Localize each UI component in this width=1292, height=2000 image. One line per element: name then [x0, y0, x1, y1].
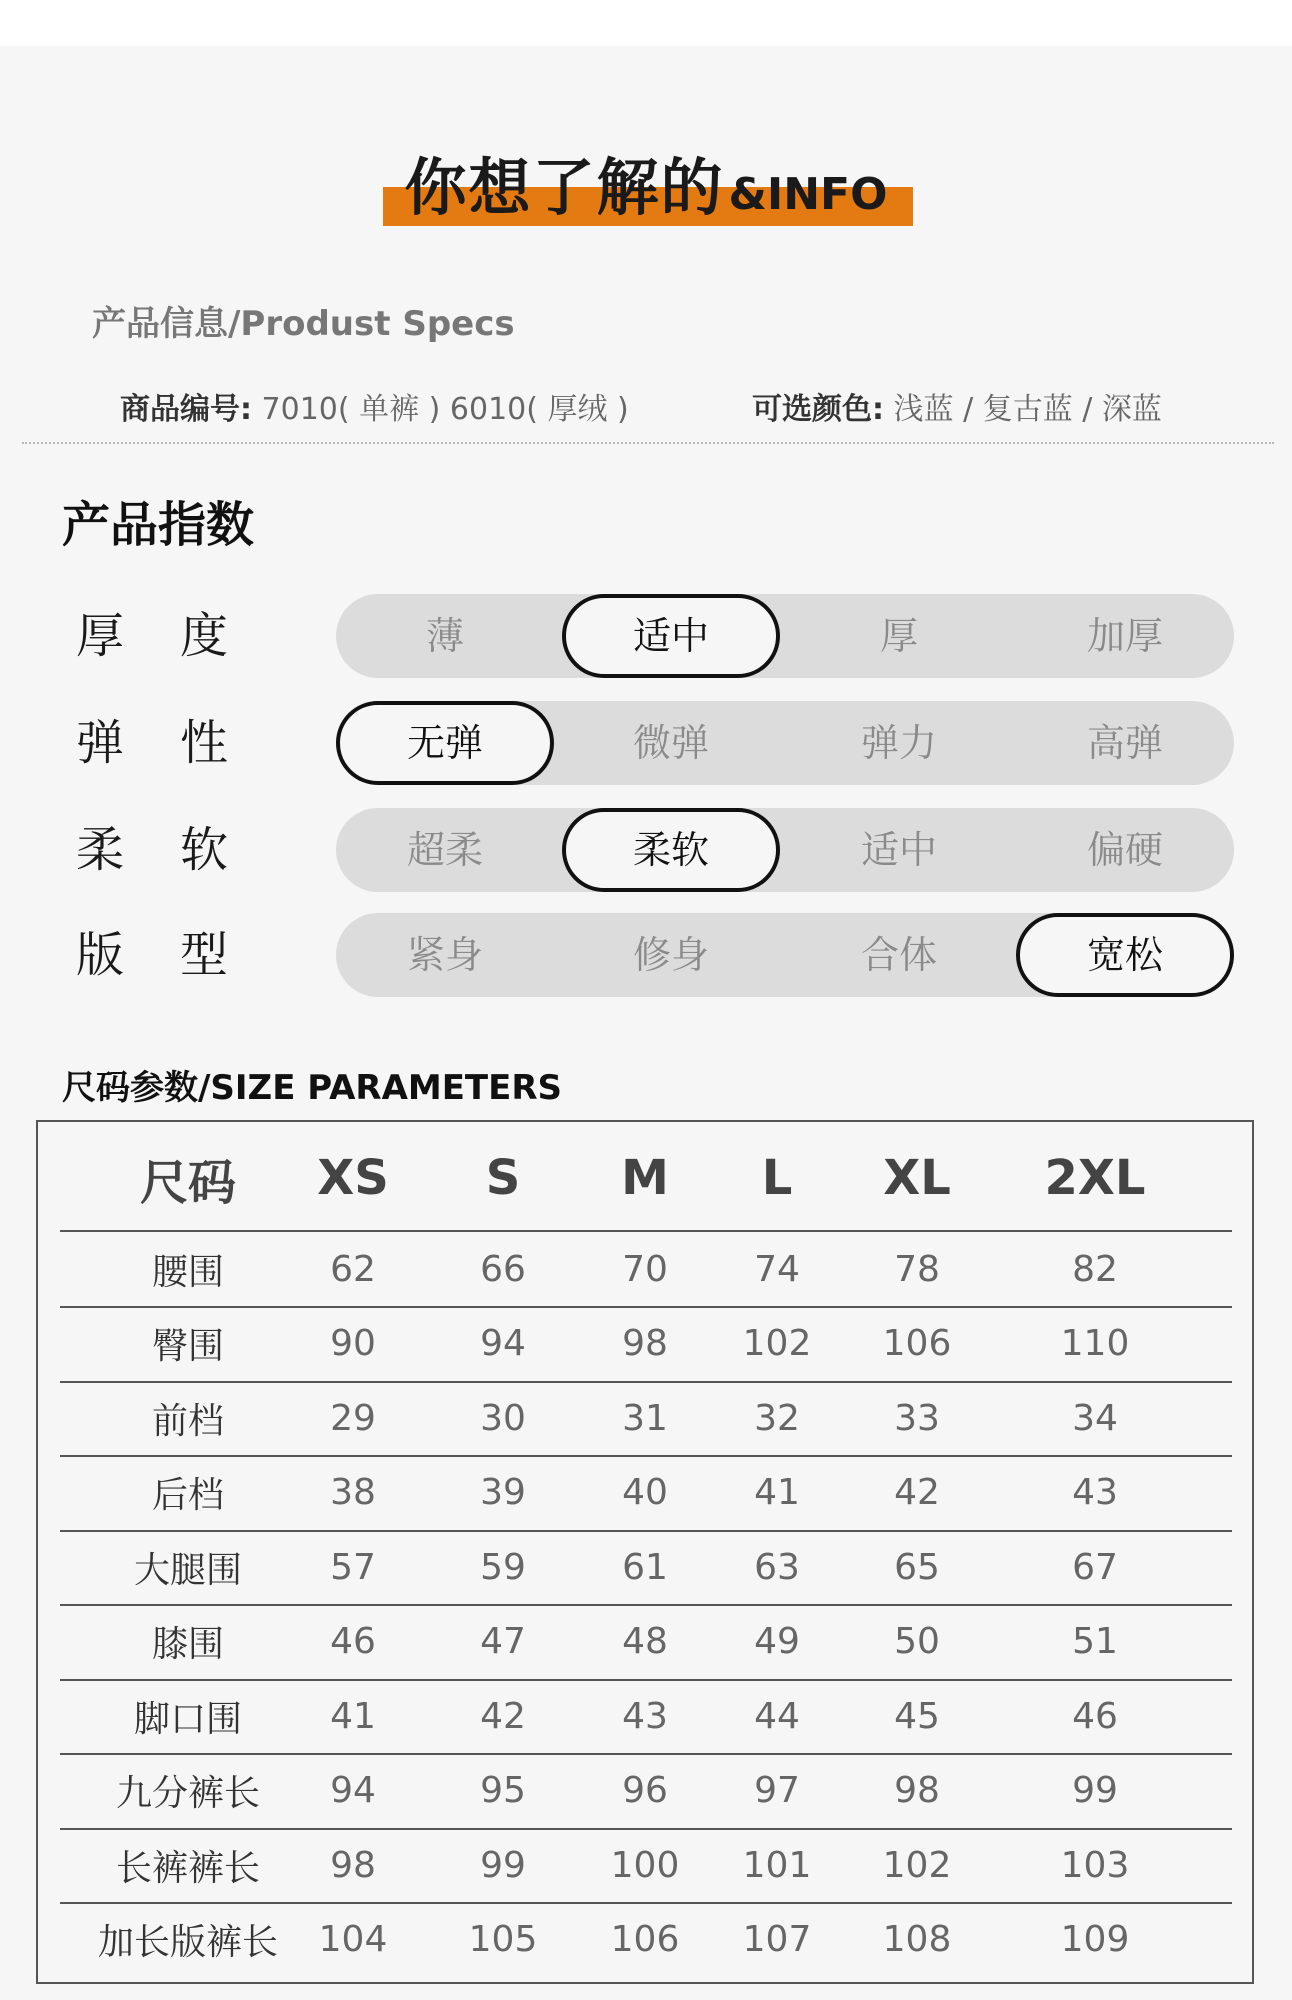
size-table-cell: 101: [742, 1844, 812, 1886]
size-table-cell: 97: [754, 1770, 800, 1811]
size-table-header-cell: S: [485, 1150, 521, 1206]
size-table-cell: 103: [1060, 1844, 1130, 1886]
size-table-cell: 48: [622, 1621, 668, 1662]
size-table-cell: 49: [754, 1621, 800, 1662]
index-heading: 产品指数: [62, 497, 255, 553]
size-table-cell: 39: [480, 1472, 526, 1513]
size-table-row-label: 腰围: [151, 1251, 224, 1293]
size-table-row: [60, 1232, 1232, 1308]
size-table-cell: 29: [330, 1397, 376, 1439]
page-title-cn: 你想了解的: [404, 151, 725, 224]
size-table-row-label: 膝围: [151, 1624, 224, 1665]
index-row: [0, 701, 1292, 785]
size-table-cell: 57: [330, 1546, 376, 1588]
size-table-cell: 78: [894, 1248, 940, 1290]
size-table-row: [60, 1381, 1232, 1457]
size-table-cell: 106: [882, 1323, 952, 1364]
size-table-row-label: 加长版裤长: [97, 1922, 278, 1963]
size-table-header-cell: XL: [883, 1150, 951, 1206]
size-table-row: [60, 1679, 1232, 1755]
size-table-row-label: 长裤裤长: [115, 1847, 260, 1889]
size-table-cell: 98: [330, 1844, 376, 1886]
index-row: [0, 913, 1292, 997]
size-heading: 尺码参数/SIZE PARAMETERS: [62, 1068, 563, 1108]
size-table-cell: 32: [754, 1397, 800, 1439]
index-option-selected: 无弹: [336, 701, 554, 785]
size-table-row: [60, 1754, 1232, 1830]
size-table-cell: 34: [1072, 1397, 1118, 1439]
size-table-cell: 61: [622, 1546, 668, 1588]
size-table-row-label: 臀围: [151, 1326, 224, 1367]
size-table-row-label: 脚口围: [133, 1698, 242, 1740]
index-option: 合体: [860, 933, 937, 977]
page-title: [0, 138, 1292, 227]
size-table-header: [60, 1126, 1232, 1232]
index-option-selected: 柔软: [562, 808, 780, 892]
product-colors-label: 可选颜色:: [752, 392, 884, 427]
size-table-cell: 100: [610, 1844, 680, 1886]
size-table-header-cell: 2XL: [1044, 1150, 1146, 1206]
index-row-label: 弹性: [76, 715, 285, 771]
size-table-row-label: 大腿围: [133, 1549, 242, 1591]
size-table-cell: 106: [610, 1919, 680, 1960]
index-option: 加厚: [1086, 614, 1163, 658]
product-code: [120, 384, 629, 428]
size-table-cell: 102: [882, 1844, 952, 1886]
size-table-cell: 105: [468, 1919, 538, 1960]
index-option: 紧身: [406, 933, 483, 977]
size-table-cell: 107: [742, 1919, 812, 1960]
size-table-cell: 42: [480, 1695, 526, 1737]
index-option: 薄: [425, 614, 464, 658]
size-table-header-cell: M: [621, 1150, 669, 1206]
size-table-cell: 108: [882, 1919, 952, 1960]
size-table-row: [60, 1828, 1232, 1904]
size-table-cell: 98: [622, 1323, 668, 1364]
size-table-cell: 43: [1072, 1472, 1118, 1513]
size-table-cell: 104: [318, 1919, 388, 1960]
specs-heading: 产品信息/Produst Specs: [92, 304, 515, 344]
size-table-header-cell: XS: [317, 1150, 389, 1206]
index-scale-track: [336, 913, 1234, 997]
index-option: 适中: [860, 828, 937, 872]
index-row-label: 版型: [76, 927, 285, 983]
size-table-cell: 110: [1060, 1323, 1130, 1364]
index-option-selected: 适中: [562, 594, 780, 678]
page-title-en: &INFO: [728, 169, 888, 220]
size-table-cell: 62: [330, 1248, 376, 1290]
size-table-cell: 44: [754, 1695, 800, 1737]
size-table-row: [60, 1530, 1232, 1606]
index-option: 超柔: [406, 828, 483, 872]
index-option: 修身: [632, 933, 709, 977]
size-table-cell: 74: [754, 1248, 800, 1290]
size-table-cell: 67: [1072, 1546, 1118, 1588]
size-table-cell: 70: [622, 1248, 668, 1290]
product-code-label: 商品编号:: [120, 392, 252, 427]
size-table-cell: 47: [480, 1621, 526, 1662]
size-table-cell: 94: [480, 1323, 526, 1364]
size-table-cell: 31: [622, 1397, 668, 1439]
size-table-cell: 109: [1060, 1919, 1130, 1960]
size-table-header-cell: 尺码: [139, 1154, 236, 1211]
index-option: 弹力: [860, 721, 937, 765]
index-option: 偏硬: [1086, 828, 1163, 872]
index-scale-track: [336, 594, 1234, 678]
size-table-cell: 38: [330, 1472, 376, 1513]
index-row: [0, 808, 1292, 892]
size-table-cell: 95: [480, 1770, 526, 1811]
size-table-row-label: 九分裤长: [115, 1773, 260, 1814]
size-table-cell: 45: [894, 1695, 940, 1737]
size-table-row: [60, 1307, 1232, 1383]
size-table-cell: 82: [1072, 1248, 1118, 1290]
size-table-cell: 90: [330, 1323, 376, 1364]
size-table-row: [60, 1456, 1232, 1532]
product-colors-value: 浅蓝 / 复古蓝 / 深蓝: [893, 392, 1162, 427]
size-table-cell: 96: [622, 1770, 668, 1811]
size-table-cell: 41: [330, 1695, 376, 1737]
index-option-selected: 宽松: [1016, 913, 1234, 997]
size-table-cell: 99: [1072, 1770, 1118, 1811]
size-table-row: [60, 1605, 1232, 1681]
size-table-cell: 46: [330, 1621, 376, 1662]
size-table-row: [60, 1903, 1232, 1977]
index-option: 微弹: [632, 721, 709, 765]
page-header: [0, 130, 1292, 240]
size-table-cell: 40: [622, 1472, 668, 1513]
size-table-cell: 41: [754, 1472, 800, 1513]
size-table-cell: 59: [480, 1546, 526, 1588]
size-table-cell: 51: [1072, 1621, 1118, 1662]
index-row-label: 柔软: [76, 822, 285, 878]
index-scale-track: [336, 701, 1234, 785]
size-table-cell: 98: [894, 1770, 940, 1811]
size-table-cell: 63: [754, 1546, 800, 1588]
size-table-cell: 42: [894, 1472, 940, 1513]
section-divider: [22, 442, 1274, 444]
size-table-cell: 50: [894, 1621, 940, 1662]
size-table-cell: 94: [330, 1770, 376, 1811]
product-code-value: 7010( 单裤 ) 6010( 厚绒 ): [261, 392, 629, 427]
size-table-cell: 30: [480, 1397, 526, 1439]
size-table-cell: 66: [480, 1248, 526, 1290]
size-table-row-label: 后档: [151, 1475, 224, 1516]
product-colors: [752, 384, 1162, 428]
index-scale-track: [336, 808, 1234, 892]
top-band: [0, 0, 1292, 46]
size-table-cell: 65: [894, 1546, 940, 1588]
size-table: [36, 1120, 1254, 1984]
size-table-cell: 102: [742, 1323, 812, 1364]
size-table-cell: 33: [894, 1397, 940, 1439]
index-option: 厚: [879, 614, 918, 658]
index-option: 高弹: [1086, 721, 1163, 765]
size-table-cell: 46: [1072, 1695, 1118, 1737]
size-table-header-cell: L: [761, 1150, 793, 1206]
size-table-cell: 99: [480, 1844, 526, 1886]
size-table-row-label: 前档: [151, 1400, 224, 1442]
index-row: [0, 594, 1292, 678]
index-row-label: 厚度: [76, 608, 285, 664]
size-table-cell: 43: [622, 1695, 668, 1737]
